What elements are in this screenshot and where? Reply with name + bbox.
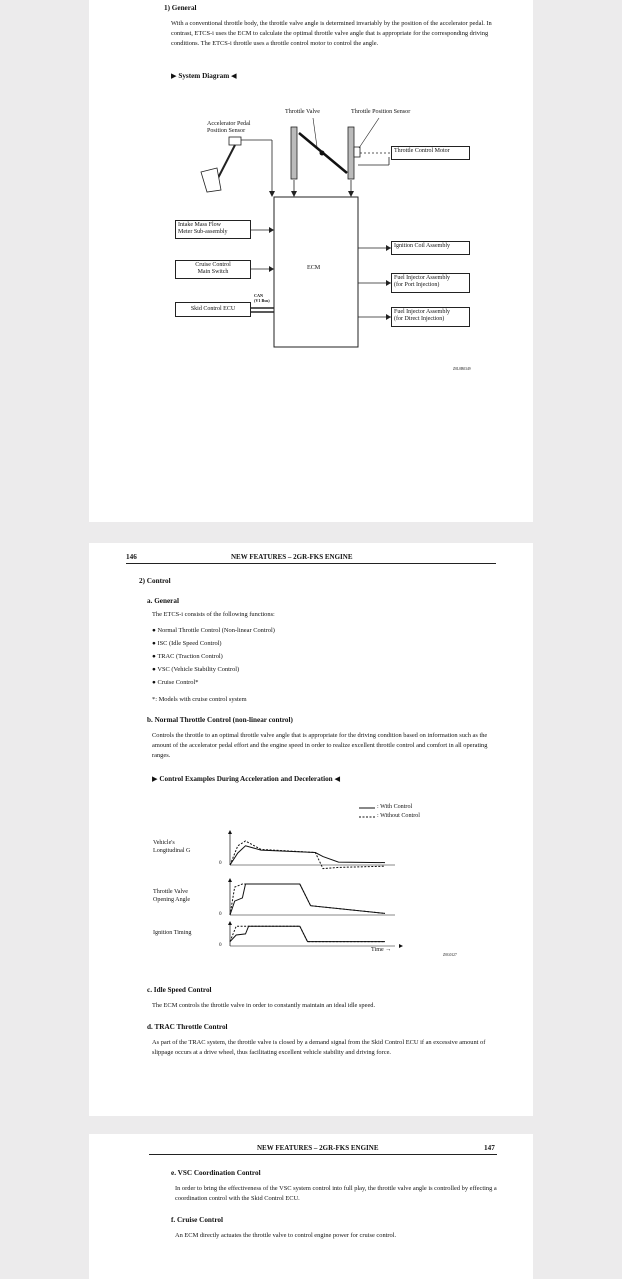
page-number-146: 146 <box>126 553 137 561</box>
function-isc: ISC (Idle Speed Control) <box>157 640 222 647</box>
figure-code-1: Z0L0B0349 <box>453 367 471 371</box>
header-rule-147 <box>149 1154 497 1155</box>
figure-code-2: Z0G0127 <box>443 953 457 957</box>
intake-line1: Intake Mass Flow <box>178 222 221 228</box>
function-normal-throttle: Normal Throttle Control (Non-linear Control) <box>157 627 275 634</box>
page-number-147: 147 <box>484 1144 495 1152</box>
sub-heading-normal-throttle: b. Normal Throttle Control (non-linear control) <box>147 716 293 724</box>
y-axis-arrow-1 <box>228 878 232 882</box>
chart-title: ▶ Control Examples During Acceleration and Deceleration ◀ <box>152 775 340 783</box>
ylabel-throttle-line2: Opening Angle <box>153 897 191 903</box>
sub-heading-cruise: f. Cruise Control <box>171 1216 223 1224</box>
list-item: ● Normal Throttle Control (Non-linear Control) <box>152 627 275 634</box>
document-page-2 <box>89 543 533 1116</box>
series-without-control-panel-2 <box>230 926 385 941</box>
label-accel-line1: Accelerator Pedal <box>207 121 251 127</box>
label-ecm: ECM <box>307 265 321 271</box>
series-with-control-panel-1 <box>230 884 385 915</box>
box-injector-port <box>391 273 470 293</box>
normal-throttle-body: Controls the throttle to an optimal throttle valve angle that is appropriate for the driving condition based on information such as the amount of the accelerator pedal effort and the engine speed in order to realize excellent throttle control and comfort in all operating ranges. <box>152 732 488 759</box>
sub-heading-vsc: e. VSC Coordination Control <box>171 1169 261 1177</box>
document-page-3 <box>89 1134 533 1279</box>
system-diagram-lines <box>89 0 533 522</box>
sub-heading-general: a. General <box>147 597 179 605</box>
list-item: ● VSC (Vehicle Stability Control) <box>152 666 240 673</box>
inj-direct-line2: (for Direct Injection) <box>394 316 445 322</box>
legend-without-control: : Without Control <box>377 813 420 819</box>
ylabel-throttle-line1: Throttle Valve <box>153 889 188 895</box>
can-line2: (V1 Bus) <box>254 297 270 303</box>
zero-label-g: 0 <box>219 860 222 866</box>
box-skid-control-ecu: Skid Control ECU <box>175 302 251 317</box>
list-item: ● Cruise Control* <box>152 679 199 686</box>
intake-line2: Meter Sub-assembly <box>178 229 228 235</box>
box-ignition-coil: Ignition Coil Assembly <box>391 241 470 255</box>
sub-heading-trac: d. TRAC Throttle Control <box>147 1023 228 1031</box>
sub-heading-idle-speed: c. Idle Speed Control <box>147 986 212 994</box>
series-without-control-panel-0 <box>230 841 385 869</box>
function-vsc: VSC (Vehicle Stability Control) <box>157 666 240 673</box>
box-cruise-control-switch <box>175 260 251 279</box>
ylabel-ignition-line1: Ignition Timing <box>153 930 192 936</box>
label-throttle-position-sensor: Throttle Position Sensor <box>351 109 411 115</box>
function-cruise: Cruise Control* <box>157 679 199 686</box>
label-accel-line2: Position Sensor <box>207 128 246 134</box>
ylabel-g-line1: Vehicle's <box>153 840 175 846</box>
inj-port-line2: (for Port Injection) <box>394 282 440 288</box>
vsc-body: In order to bring the effectiveness of the VSC system control into full play, the throttle valve angle is controlled by effecting a coordination control with the Skid Control ECU. <box>175 1185 497 1202</box>
document-page-1 <box>89 0 533 522</box>
series-with-control-panel-2 <box>230 926 385 941</box>
y-axis-arrow-0 <box>228 830 232 834</box>
label-throttle-valve: Throttle Valve <box>285 109 320 115</box>
box-throttle-control-motor: Throttle Control Motor <box>391 146 470 160</box>
footnote-cruise: *: Models with cruise control system <box>152 696 247 703</box>
legend-without-label: Without Control <box>380 813 420 819</box>
zero-label-throttle: 0 <box>219 911 222 917</box>
legend-with-label: With Control <box>380 804 413 810</box>
can-line1: CAN <box>254 293 264 298</box>
ylabel-throttle-angle <box>153 888 190 904</box>
inj-port-line1: Fuel Injector Assembly <box>394 275 450 281</box>
legend-with-control: : With Control <box>377 804 413 810</box>
cruise-body: An ECM directly actuates the throttle valve to control engine power for cruise control. <box>175 1232 397 1239</box>
system-diagram-title: ▶ System Diagram ◀ <box>171 72 237 80</box>
ylabel-g-line2: Longitudinal G <box>153 848 191 854</box>
general-body-text: With a conventional throttle body, the throttle valve angle is determined invariably by the position of the accelerator pedal. In contrast, ETCS-i uses the ECM to calculate the optimal throttle valve angle that is appropriate for the corresponding driving conditions. The ETCS-i throttle uses a throttle control motor to control the angle. <box>171 20 492 47</box>
section-heading-control: 2) Control <box>139 577 171 585</box>
function-trac: TRAC (Traction Control) <box>157 653 223 660</box>
trac-body: As part of the TRAC system, the throttle valve is closed by a demand signal from the Skid Control ECU if an excessive amount of slippage occurs at a drive wheel, thus facilitating excellent vehicle stability and driving force. <box>152 1039 486 1056</box>
list-item: ● ISC (Idle Speed Control) <box>152 640 222 647</box>
zero-label-ignition: 0 <box>219 942 222 948</box>
box-intake-mass-flow-meter <box>175 220 251 239</box>
list-item: ● TRAC (Traction Control) <box>152 653 223 660</box>
ylabel-ignition-timing <box>153 929 191 937</box>
y-axis-arrow-2 <box>228 921 232 925</box>
section-heading-general: 1) General <box>164 4 197 12</box>
ylabel-longitudinal-g <box>153 839 190 855</box>
cruise-line1: Cruise Control <box>195 262 231 268</box>
inj-direct-line1: Fuel Injector Assembly <box>394 309 450 315</box>
label-accelerator-pedal-sensor <box>207 121 250 135</box>
xlabel-time: Time → <box>371 947 392 953</box>
box-injector-direct <box>391 307 470 327</box>
running-head-146: NEW FEATURES – 2GR-FKS ENGINE <box>231 553 353 561</box>
system-diagram <box>89 0 533 522</box>
label-can-bus <box>254 294 270 303</box>
etcs-intro: The ETCS-i consists of the following functions: <box>152 611 275 618</box>
idle-speed-body: The ECM controls the throttle valve in order to constantly maintain an ideal idle speed. <box>152 1002 376 1009</box>
cruise-line2: Main Switch <box>197 269 229 275</box>
series-with-control-panel-0 <box>230 846 385 865</box>
running-head-147: NEW FEATURES – 2GR-FKS ENGINE <box>257 1144 379 1152</box>
x-axis-arrow <box>399 944 403 948</box>
